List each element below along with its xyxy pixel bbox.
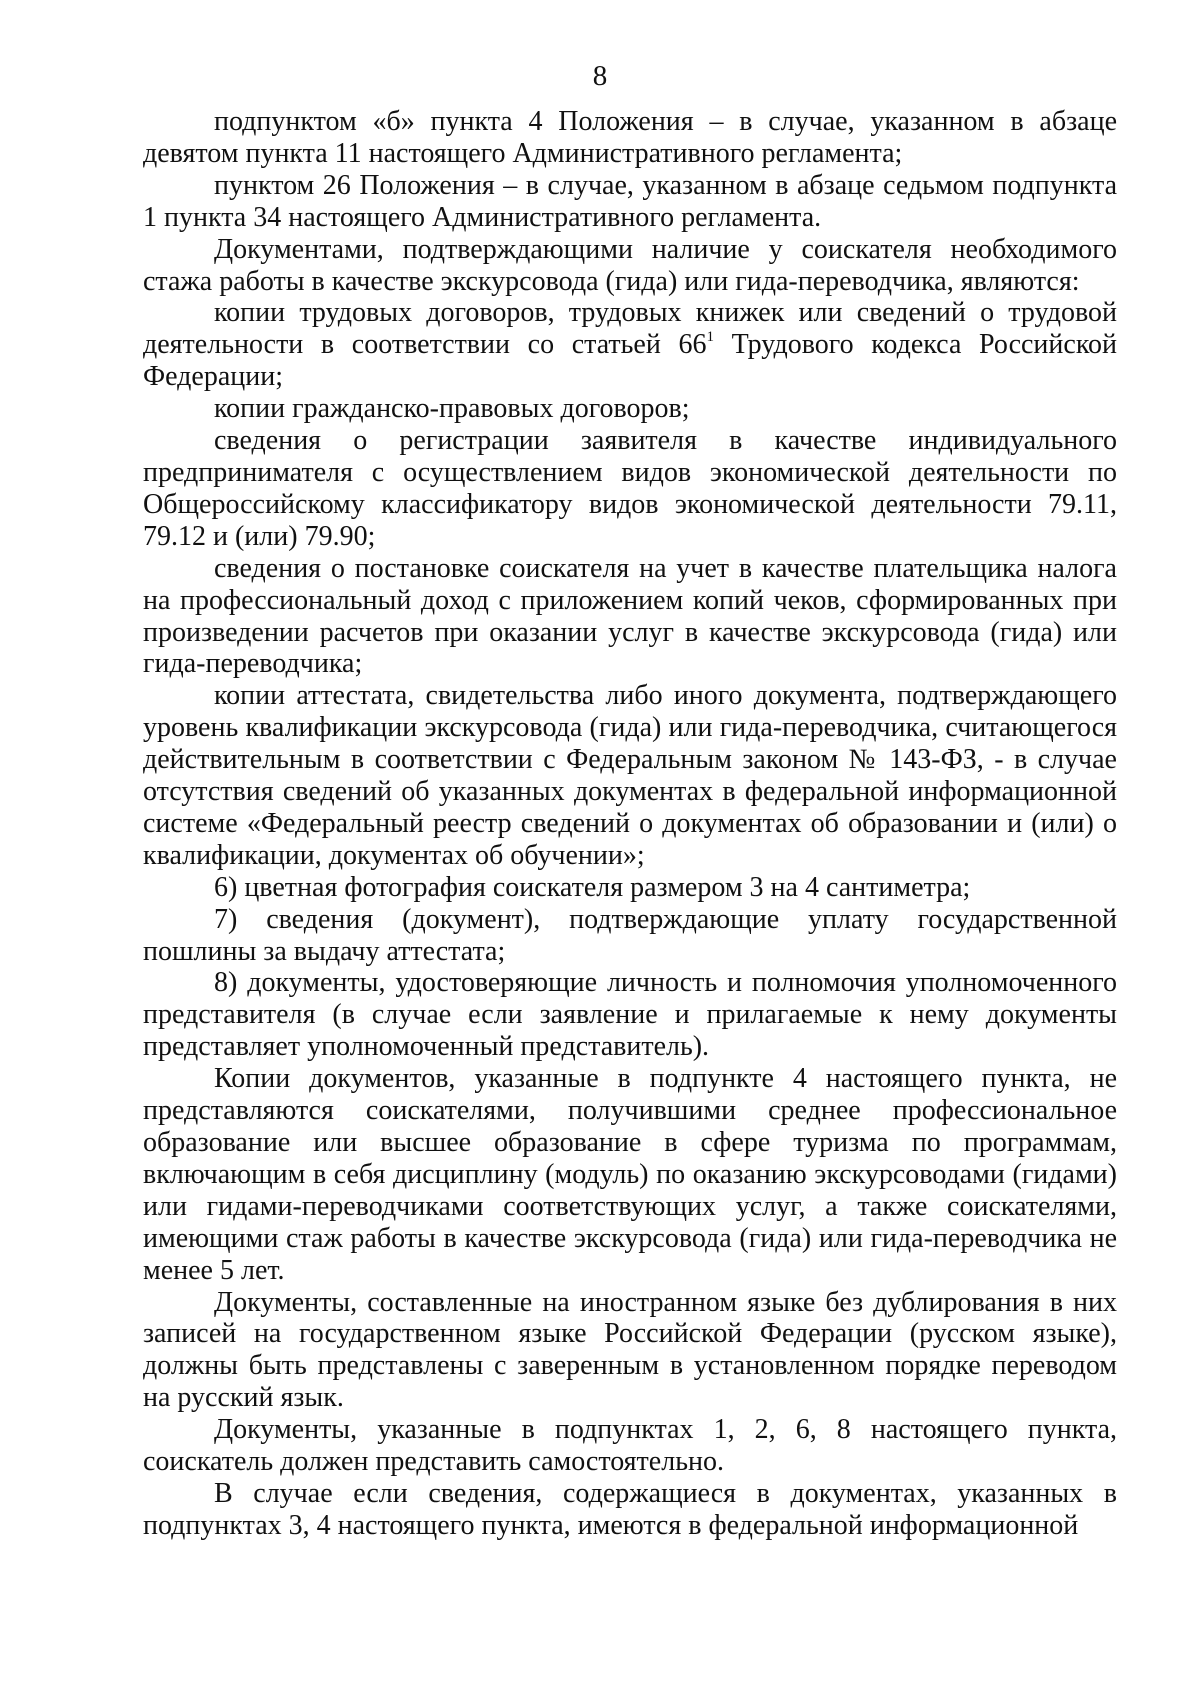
- paragraph: Копии документов, указанные в подпункте 4 настоящего пункта, не представляются соискателями, получившими среднее профессиональное образование или высшее образование в сфере туризма по программам, включающим в себя дисциплину (модуль) по оказанию экскурсоводами (гидами) или гидами-переводчиками соответствующих услуг, а также соискателями, имеющими стаж работы в качестве экскурсовода (гида) или гида-переводчика не менее 5 лет.: [143, 1063, 1117, 1286]
- document-body: [143, 106, 1117, 1542]
- page-number: 8: [592, 60, 608, 92]
- paragraph: 7) сведения (документ), подтверждающие уплату государственной пошлины за выдачу аттестата;: [143, 903, 1117, 967]
- paragraph: копии гражданско-правовых договоров;: [214, 393, 690, 425]
- paragraph: В случае если сведения, содержащиеся в документах, указанных в подпунктах 3, 4 настоящего пункта, имеются в федеральной информационной: [143, 1477, 1117, 1541]
- paragraph: 6) цветная фотография соискателя размером 3 на 4 сантиметра;: [214, 871, 971, 903]
- paragraph: подпунктом «б» пункта 4 Положения – в случае, указанном в абзаце девятом пункта 11 настоящего Административного регламента;: [143, 106, 1117, 169]
- paragraph: пунктом 26 Положения – в случае, указанном в абзаце седьмом подпункта 1 пункта 34 настоящего Административного регламента.: [143, 169, 1117, 233]
- paragraph: Документы, указанные в подпунктах 1, 2, 6, 8 настоящего пункта, соискатель должен представить самостоятельно.: [143, 1414, 1117, 1478]
- paragraph: сведения о постановке соискателя на учет в качестве плательщика налога на профессиональный доход с приложением копий чеков, сформированных при произведении расчетов при оказании услуг в качестве экскурсовода (гида) или гида-переводчика;: [143, 552, 1117, 680]
- paragraph: сведения о регистрации заявителя в качестве индивидуального предпринимателя с осуществлением видов экономической деятельности по Общероссийскому классификатору видов экономической деятельности 79.11, 79.12 и (или) 79.90;: [143, 425, 1117, 552]
- labor-docs-text-end: Трудового кодекса Российской Федерации;: [143, 329, 1117, 393]
- labor-docs-text: копии трудовых договоров, трудовых книжек или сведений о трудовой деятельности в соответствии со статьей 66: [143, 297, 1117, 361]
- paragraph: Документы, составленные на иностранном языке без дублирования в них записей на государственном языке Российской Федерации (русском языке), должны быть представлены с заверенным в установленном порядке переводом на русский язык.: [143, 1286, 1117, 1414]
- paragraph-labor-docs: [143, 297, 1117, 393]
- paragraph: 8) документы, удостоверяющие личность и полномочия уполномоченного представителя (в случае если заявление и прилагаемые к нему документы представляет уполномоченный представитель).: [143, 967, 1117, 1063]
- article-superscript: 1: [706, 329, 714, 346]
- paragraph: Документами, подтверждающими наличие у соискателя необходимого стажа работы в качестве экскурсовода (гида) или гида-переводчика, являются:: [143, 233, 1117, 297]
- paragraph: копии аттестата, свидетельства либо иного документа, подтверждающего уровень квалификации экскурсовода (гида) или гида-переводчика, считающегося действительным в соответствии с Федеральным законом № 143-ФЗ, - в случае отсутствия сведений об указанных документах в федеральной информационной системе «Федеральный реестр сведений о документах об образовании и (или) о квалификации, документах об обучении»;: [143, 680, 1117, 871]
